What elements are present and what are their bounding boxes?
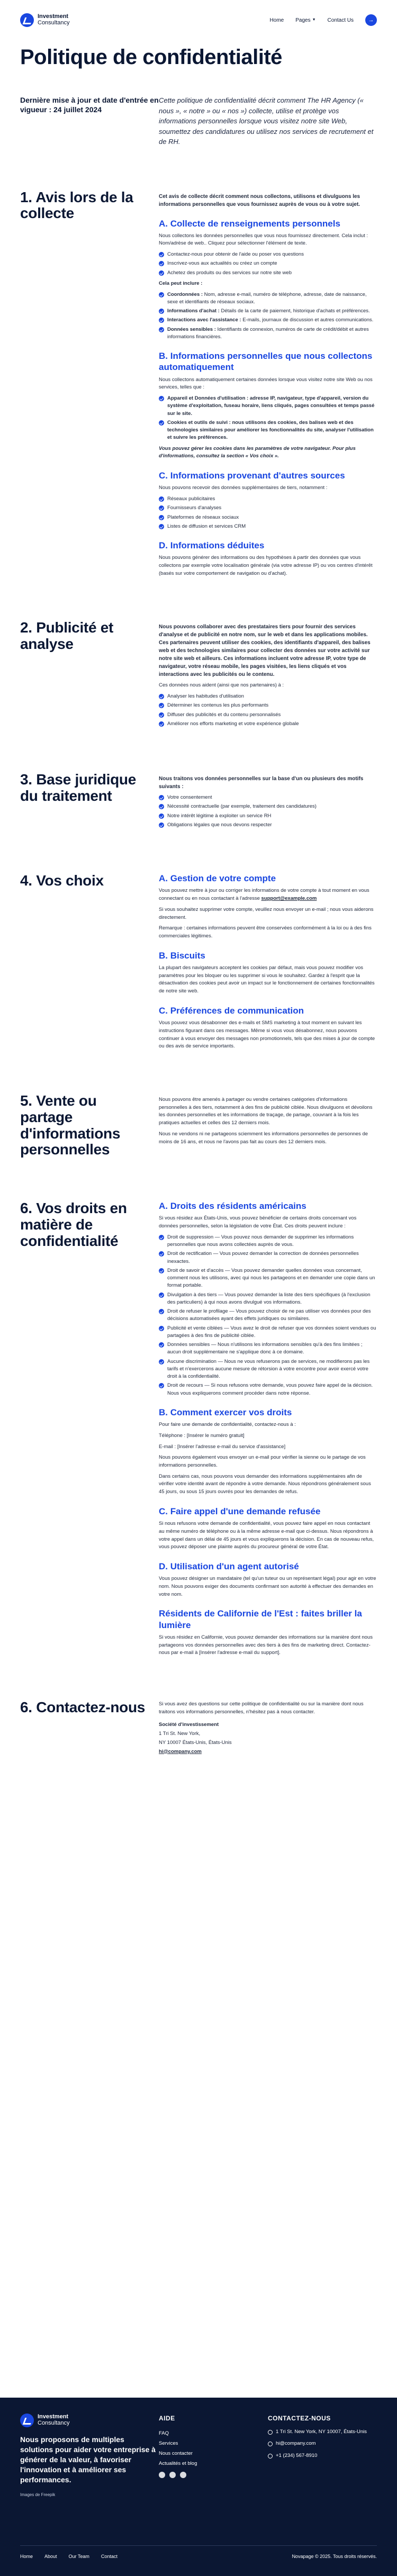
company-name: Société d'investissement	[159, 1722, 219, 1728]
check-icon	[159, 252, 164, 257]
list-item-text: Droit de rectification — Vous pouvez demander la correction de données personnelles inexactes.	[167, 1251, 359, 1264]
logo-text	[38, 14, 70, 26]
support-email-link[interactable]: support@example.com	[261, 896, 317, 902]
list-item-text: Nécessité contractuelle (par exemple, traitement des candidatures)	[167, 803, 317, 810]
social-links	[159, 2472, 268, 2478]
address-line: NY 10007 États-Unis, États-Unis	[159, 1739, 232, 1746]
page-title: Politique de confidentialité	[20, 46, 282, 69]
phone-icon	[268, 2454, 273, 2459]
contact-email-link[interactable]: hi@company.com	[159, 1748, 202, 1755]
section-contact-us	[0, 1700, 397, 1756]
list-item-text: Déterminer les contenus les plus performants	[167, 702, 269, 709]
check-icon	[159, 814, 164, 819]
footer-phone-text: +1 (234) 567-8910	[276, 2452, 318, 2459]
check-icon	[159, 1292, 164, 1298]
site-header	[0, 0, 397, 40]
hero-intro: Cette politique de confidentialité décrit comment The HR Agency (« nous », « notre » ou « nos ») collecte, utilise et protège vos informations personnelles lorsque vous visitez notre site Web, soumettez des candidatures ou utilisez nos services de recrutement et de RH.	[159, 96, 374, 146]
check-icon	[159, 1268, 164, 1273]
logo-line-1: Investment	[38, 2414, 69, 2420]
list-item-text: Appareil et Données d'utilisation : adresse IP, navigateur, type d'appareil, version du système d'exploitation, fuseau horaire, liens cliqués, pages consultées et temps passé sur le site.	[167, 395, 375, 417]
nav-home[interactable]: Home	[269, 17, 284, 23]
list-item-text: Contactez-nous pour obtenir de l'aide ou poser vos questions	[167, 251, 304, 258]
check-icon	[159, 505, 164, 511]
list-item-text: Nom, adresse e-mail, numéro de téléphone, adresse, date de naissance, sexe et identifiants de réseaux sociaux.	[167, 291, 367, 305]
list-item-text: Notre intérêt légitime à exploiter un service RH	[167, 812, 272, 819]
linkedin-icon[interactable]	[180, 2472, 186, 2478]
footer-bottom-link-home[interactable]: Home	[20, 2553, 33, 2559]
paragraph	[159, 887, 377, 902]
check-icon	[159, 309, 164, 314]
check-icon	[159, 396, 164, 401]
section-title: 6. Vos droits en matière de confidentialité	[20, 1200, 127, 1249]
paragraph: Remarque : certaines informations peuvent être conservées conformément à la loi ou à des fins commerciales légitimes.	[159, 925, 372, 939]
section-your-choices	[0, 873, 397, 1051]
section-title: 2. Publicité et analyse	[20, 619, 113, 653]
logo-text	[38, 2414, 70, 2426]
arrow-right-icon[interactable]: →	[365, 14, 377, 26]
logo-line-2: Consultancy	[38, 2420, 70, 2426]
paragraph: Si vous avez des questions sur cette politique de confidentialité ou sur la manière dont nous traitons vos informations personnelles, n'hésitez pas à nous contacter.	[159, 1701, 364, 1715]
list-item	[159, 251, 377, 258]
check-list	[159, 1234, 377, 1397]
list-item	[159, 711, 377, 719]
footer-link-contact[interactable]: Nous contacter	[159, 2451, 193, 2456]
logo[interactable]	[20, 13, 70, 27]
hero	[0, 40, 397, 147]
logo-line-2: Consultancy	[38, 20, 70, 26]
paragraph: E-mail : [Insérer l'adresse e-mail du service d'assistance]	[159, 1443, 286, 1450]
check-icon	[159, 822, 164, 828]
footer-address	[268, 2428, 377, 2436]
paragraph: Vous pouvez gérer les cookies dans les paramètres de votre navigateur. Pour plus d'informations, consultez la section « Vos choix ».	[159, 445, 356, 459]
twitter-icon[interactable]	[169, 2472, 176, 2478]
footer-tagline: Nous proposons de multiples solutions pour aider votre entreprise à générer de la valeur, à favoriser l'innovation et à améliorer ses performances.	[20, 2435, 156, 2484]
paragraph: Nous pouvons également vous envoyer un e-mail pour vérifier la sienne ou le partage de vos informations personnelles.	[159, 1454, 366, 1468]
check-icon	[159, 694, 164, 699]
mail-icon	[268, 2442, 273, 2446]
list-item	[159, 419, 377, 442]
list-item-text: Diffuser des publicités et du contenu personnalisés	[167, 711, 281, 718]
paragraph: Cela peut inclure :	[159, 280, 203, 286]
list-item-text: Droit de recours — Si nous refusons votre demande, vous pouvez faire appel de la décision. Nous vous expliquerons comment procéder dans notre réponse.	[167, 1382, 373, 1396]
list-item-text: Droit de refuser le profilage — Vous pouvez choisir de ne pas utiliser vos données pour des décisions automatisées ayant des effets juridiques ou similaires.	[167, 1308, 371, 1322]
paragraph: Pour faire une demande de confidentialité, contactez-nous à :	[159, 1422, 296, 1428]
footer-column-title: AIDE	[159, 2415, 175, 2422]
section-privacy-rights	[0, 1200, 397, 1657]
logo-mark-icon	[20, 2414, 34, 2427]
check-list	[159, 251, 377, 277]
check-icon	[159, 420, 164, 426]
last-updated: Dernière mise à jour et date d'entrée en vigueur : 24 juillet 2024	[20, 96, 159, 114]
check-icon	[159, 261, 164, 266]
paragraph: Si vous résidez en Californie, vous pouvez demander des informations sur la manière dont nous partageons vos données personnelles avec des tiers à des fins de marketing direct. Contactez-nous par e-mail à [Insérer l'adresse e-mail du support].	[159, 1634, 373, 1656]
subsection-title: C. Faire appel d'une demande refusée	[159, 1506, 321, 1516]
footer-link-faq[interactable]: FAQ	[159, 2430, 169, 2436]
list-item	[159, 720, 377, 728]
list-item-text: Identifiants de connexion, numéros de carte de crédit/débit et autres informations financières.	[167, 326, 369, 340]
subsection-title: A. Gestion de votre compte	[159, 873, 276, 884]
check-icon	[159, 1383, 164, 1388]
check-list	[159, 693, 377, 728]
paragraph: Nous collectons les données personnelles que vous nous fournissez directement. Cela inclut : Nom/adrèse de web.. Cliquez pour sélectionner l'élément de texte.	[159, 232, 368, 247]
list-item-text: Aucune discrimination — Nous ne vous refuserons pas de services, ne modifierons pas les tarifs et n'exercerons aucune mesure de rétorsion à votre encontre pour avoir exercé votre droit à la confidentialité.	[167, 1358, 370, 1380]
paragraph: Nous pouvons être amenés à partager ou vendre certaines catégories d'informations personnelles à des tiers, notamment à des fins de publicité ciblée. Nous divulguons et dévoilons les données personnelles et les informations de traçage, de partage, couvrant à la fois les pratiques actuelles et celles des 12 derniers mois.	[159, 1096, 373, 1126]
list-item-text: Votre consentement	[167, 794, 212, 801]
footer-contact-column	[268, 2414, 377, 2498]
check-icon	[159, 795, 164, 800]
subsection-title: C. Informations provenant d'autres sources	[159, 471, 345, 481]
section-title: 3. Base juridique du traitement	[20, 771, 136, 804]
list-item-text: Plateformes de réseaux sociaux	[167, 514, 239, 520]
paragraph: Si vous résidez aux États-Unis, vous pouvez bénéficier de certains droits concernant vos données personnelles, selon la législation de votre État. Ces droits peuvent inclure :	[159, 1215, 357, 1230]
list-item	[159, 504, 377, 512]
nav-pages[interactable]	[295, 16, 315, 24]
subsection-title: B. Biscuits	[159, 950, 205, 961]
section-advertising	[0, 620, 397, 729]
copyright: Novapage © 2025. Tous droits réservés.	[292, 2553, 377, 2559]
list-item	[159, 269, 377, 277]
subsection-title: Résidents de Californie de l'Est : faites briller la lumière	[159, 1608, 362, 1630]
check-list	[159, 395, 377, 442]
footer-help-column	[159, 2414, 268, 2498]
check-icon	[159, 1251, 164, 1257]
list-item-text: Améliorer nos efforts marketing et votre expérience globale	[167, 720, 299, 727]
list-item-label: Informations d'achat :	[167, 308, 220, 314]
list-item	[159, 1234, 377, 1249]
paragraph: Nous pouvons recevoir des données supplémentaires de tiers, notamment :	[159, 485, 328, 491]
subsection-title: B. Comment exercer vos droits	[159, 1407, 292, 1417]
check-icon	[159, 1359, 164, 1364]
list-item	[159, 291, 377, 306]
list-item	[159, 326, 377, 341]
list-item	[159, 1382, 377, 1397]
nav-pages-label: Pages	[295, 17, 311, 23]
list-item-text: Droit de savoir et d'accès — Vous pouvez demander quelles données vous concernant, comment nous les utilisons, avec qui nous les partageons et en demander une copie dans un format portable.	[167, 1267, 375, 1289]
list-item	[159, 1325, 377, 1340]
subsection-title: B. Informations personnelles que nous collectons automatiquement	[159, 351, 373, 373]
subsection-title: A. Collecte de renseignements personnels	[159, 218, 340, 229]
check-icon	[159, 270, 164, 276]
check-icon	[159, 712, 164, 718]
check-icon	[159, 1309, 164, 1314]
section-title: 6. Contactez-nous	[20, 1699, 146, 1715]
check-list	[159, 495, 377, 530]
footer-link-news[interactable]: Actualités et blog	[159, 2461, 197, 2466]
list-item-text: E-mails, journaux de discussion et autres communications.	[242, 317, 374, 323]
list-item-label: Données sensibles :	[167, 326, 216, 332]
paragraph: Si nous refusons votre demande de confidentialité, vous pouvez faire appel en nous contactant au même numéro de téléphone ou à la même adresse e-mail que ci-dessus. Nous répondrons à votre appel dans un délai de 45 jours et vous expliquerons la décision. En cas de nouveau refus, vous pouvez déposer une plainte auprès du procureur général de votre État.	[159, 1521, 374, 1550]
footer-bottom-link-team[interactable]: Our Team	[68, 2553, 89, 2559]
logo-line-1: Investment	[38, 13, 69, 20]
list-item	[159, 821, 377, 829]
section-intro: Cet avis de collecte décrit comment nous collectons, utilisons et divulguons les informations personnelles que vous fournissez auprès de vous ou à votre sujet.	[159, 193, 360, 207]
list-item-text: Analyser les habitudes d'utilisation	[167, 693, 244, 700]
paragraph: Dans certains cas, nous pouvons vous demander des informations supplémentaires afin de vérifier votre identité avant de répondre à votre demande. Nous répondrons généralement sous 45 jours, ou sous 15 jours ouvrés pour les demandes de refus.	[159, 1473, 371, 1495]
list-item	[159, 702, 377, 709]
list-item	[159, 803, 377, 810]
list-item	[159, 317, 377, 324]
facebook-icon[interactable]	[159, 2472, 165, 2478]
section-title: 1. Avis lors de la collecte	[20, 188, 133, 222]
footer-phone[interactable]	[268, 2452, 377, 2460]
list-item-text: Publicité et vente ciblées — Vous avez le droit de refuser que vos données soient vendues ou partagées à des fins de publicité ciblée.	[167, 1325, 376, 1339]
paragraph-text: Vous pouvez mettre à jour ou corriger les informations de votre compte à tout moment en vous connectant ou en nous contactant à l'adresse	[159, 888, 369, 902]
list-item	[159, 308, 377, 315]
check-icon	[159, 721, 164, 727]
footer-logo[interactable]	[20, 2414, 159, 2427]
list-item	[159, 1250, 377, 1266]
list-item-text: Détails de la carte de paiement, historique d'achats et préférences.	[221, 308, 370, 314]
check-list	[159, 794, 377, 829]
list-item-text: Droit de suppression — Vous pouvez nous demander de supprimer les informations personnelles que nous avons collectées auprès de vous.	[167, 1234, 354, 1248]
subsection-title: D. Informations déduites	[159, 540, 265, 550]
check-icon	[159, 1326, 164, 1331]
subsection-title: D. Utilisation d'un agent autorisé	[159, 1561, 299, 1571]
check-icon	[159, 327, 164, 332]
paragraph: Nous collectons automatiquement certaines données lorsque vous visitez notre site Web ou nos services, telles que :	[159, 376, 373, 391]
list-item	[159, 794, 377, 801]
check-icon	[159, 496, 164, 502]
list-item	[159, 1291, 377, 1307]
list-item-label: Coordonnées :	[167, 291, 203, 297]
paragraph: Nous pouvons générer des informations ou des hypothèses à partir des données que vous collectons par exemple votre localisation générale (via votre adresse IP) ou vos centres d'intérêt (basés sur votre comportement de navigation ou d'achat).	[159, 555, 373, 576]
footer-bottom-link-contact[interactable]: Contact	[101, 2553, 118, 2559]
footer-link-services[interactable]: Services	[159, 2441, 178, 2446]
paragraph: Ces données nous aident (ainsi que nos partenaires) à :	[159, 682, 284, 689]
subsection-title: C. Préférences de communication	[159, 1005, 304, 1016]
footer-column-title: CONTACTEZ-NOUS	[268, 2415, 331, 2422]
list-item-text: Réseaux publicitaires	[167, 496, 215, 502]
nav-contact[interactable]: Contact Us	[327, 17, 354, 23]
site-footer	[0, 2398, 397, 2576]
chevron-down-icon: ▼	[312, 17, 316, 22]
list-item	[159, 395, 377, 418]
section-sale-sharing	[0, 1093, 397, 1158]
section-intro: Nous traitons vos données personnelles sur la base d'un ou plusieurs des motifs suivants :	[159, 776, 364, 790]
list-item	[159, 1341, 377, 1357]
check-icon	[159, 292, 164, 297]
list-item-text: Cookies et outils de suivi : nous utilisons des cookies, des balises web et des technologies similaires pour améliorer les fonctionnalités du site, analyser l'utilisation et suivre les préférences.	[167, 419, 374, 441]
section-title: 5. Vente ou partage d'informations personnelles	[20, 1092, 121, 1158]
footer-bottom	[20, 2545, 377, 2561]
check-icon	[159, 703, 164, 708]
list-item-text: Inscrivez-vous aux actualités ou créez un compte	[167, 260, 277, 267]
list-item	[159, 1308, 377, 1323]
check-list	[159, 291, 377, 341]
paragraph: Nous ne vendons ni ne partageons sciemment les informations personnelles de personnes de moins de 16 ans, et nous ne l'avons pas fait au cours des 12 derniers mois.	[159, 1131, 368, 1145]
list-item-text: Achetez des produits ou des services sur notre site web	[167, 269, 292, 276]
section-legal-basis	[0, 772, 397, 830]
check-icon	[159, 1235, 164, 1240]
subsection-title: A. Droits des résidents américains	[159, 1201, 306, 1212]
footer-credit[interactable]: Images de Freepik	[20, 2492, 56, 2498]
location-icon	[268, 2430, 273, 2435]
paragraph: Vous pouvez désigner un mandataire (tel qu'un tuteur ou un représentant légal) pour agir en votre nom. Nous pouvons exiger des documents confirmant son autorité à effectuer des demandes en votre nom.	[159, 1576, 376, 1597]
list-item	[159, 693, 377, 700]
list-item-text: Divulgation à des tiers — Vous pouvez demander la liste des tiers spécifiques (à l'exclusion des particuliers) à qui nous avons divulgué vos informations.	[167, 1291, 371, 1305]
logo-mark-icon	[20, 13, 34, 27]
paragraph: La plupart des navigateurs acceptent les cookies par défaut, mais vous pouvez modifier vos paramètres pour les bloquer ou les supprimer si vous le souhaitez. Gardez à l'esprit que la désactivation des cookies peut avoir un impact sur le fonctionnement de certaines fonctionnalités de notre site web.	[159, 964, 375, 995]
list-item-text: Données sensibles — Nous n'utilisons les informations sensibles qu'à des fins limitées ; aucun droit supplémentaire ne s'applique donc à ce domaine.	[167, 1342, 363, 1355]
list-item	[159, 1267, 377, 1290]
footer-email[interactable]	[268, 2440, 377, 2447]
list-item	[159, 523, 377, 530]
paragraph: Téléphone : [Insérer le numéro gratuit]	[159, 1432, 245, 1439]
paragraph: Vous pouvez vous désabonner des e-mails et SMS marketing à tout moment en suivant les instructions figurant dans ces messages. Même si vous vous désabonnez, nous pouvons continuer à vous envoyer des messages non promotionnels, tels que des mises à jour de compte ou des avis de service importants.	[159, 1020, 375, 1050]
list-item-text: Obligations légales que nous devons respecter	[167, 821, 272, 828]
footer-email-text: hi@company.com	[276, 2441, 316, 2447]
address-line: 1 Tri St. New York,	[159, 1731, 201, 1737]
paragraph: Si vous souhaitez supprimer votre compte, veuillez nous envoyer un e-mail ; nous vous aiderons directement.	[159, 906, 374, 920]
section-collection-notice	[0, 189, 397, 578]
footer-address-text: 1 Tri St. New York, NY 10007, États-Unis	[276, 2429, 367, 2435]
list-item-text: Fournisseurs d'analyses	[167, 505, 222, 511]
main-nav	[270, 14, 377, 26]
section-title: 4. Vos choix	[20, 872, 104, 889]
list-item	[159, 260, 377, 267]
check-icon	[159, 515, 164, 520]
list-item-label: Interactions avec l'assistance :	[167, 317, 241, 323]
section-intro: Nous pouvons collaborer avec des prestataires tiers pour fournir des services d'analyse et de publicité en notre nom, sur le web et dans les applications mobiles. Ces partenaires peuvent utiliser des cookies, des identifiants d'appareil, des balises web et des technologies similaires pour collecter des données sur votre activité sur notre site web et ailleurs. Ces informations incluent votre adresse IP, votre type de navigateur, votre réseau mobile, les pages visitées, les liens cliqués et vos interactions avec les publicités ou le contenu.	[159, 624, 371, 678]
footer-bottom-link-about[interactable]: About	[44, 2553, 57, 2559]
list-item	[159, 514, 377, 521]
check-icon	[159, 524, 164, 529]
check-icon	[159, 1342, 164, 1348]
list-item-text: Listes de diffusion et services CRM	[167, 523, 246, 529]
list-item	[159, 1358, 377, 1381]
check-icon	[159, 804, 164, 809]
list-item	[159, 812, 377, 820]
list-item	[159, 495, 377, 503]
check-icon	[159, 318, 164, 323]
